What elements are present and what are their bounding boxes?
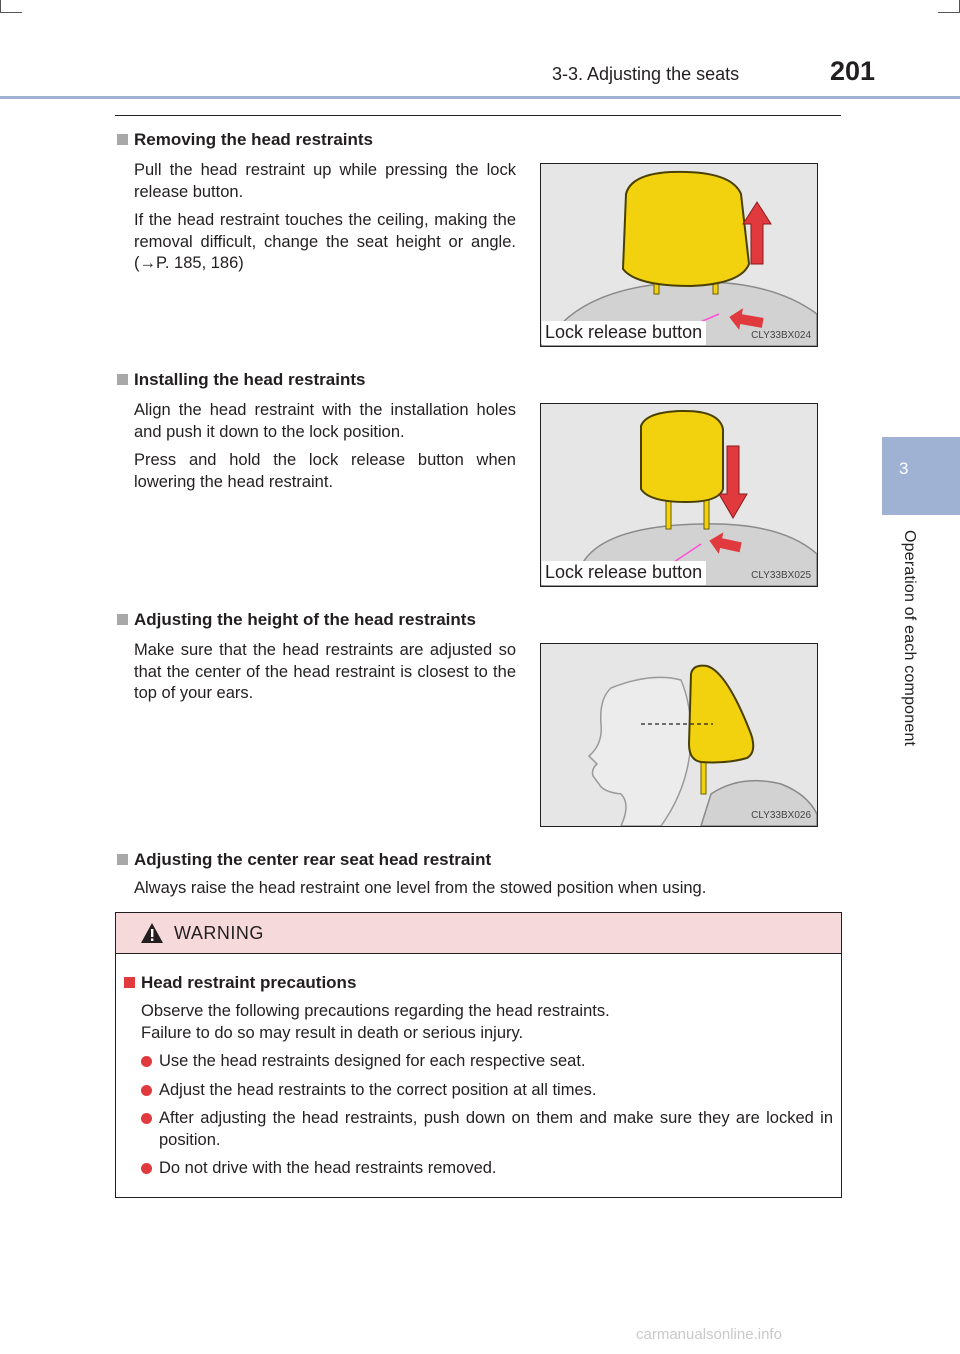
head-restraint-up-illustration — [541, 164, 817, 346]
list-item: Do not drive with the head restraints removed. — [141, 1158, 833, 1180]
warning-intro-line: Failure to do so may result in death or serious injury. — [141, 1023, 524, 1042]
square-bullet-icon — [117, 614, 128, 625]
bullet-dot-icon — [141, 1056, 152, 1067]
warning-triangle-icon — [140, 922, 164, 944]
figure-head-restraint-height — [540, 643, 818, 827]
watermark: carmanualsonline.info — [636, 1326, 782, 1343]
warning-box — [115, 912, 842, 1198]
paragraph: If the head restraint touches the ceiling, making the removal difficult, change the seat height or angle. (→P. 185, 186) — [134, 211, 516, 272]
paragraph: Make sure that the head restraints are adjusted so that the center of the head restraint is closest to the top of your ears. — [134, 641, 516, 702]
square-bullet-icon — [117, 854, 128, 865]
section-heading-installing: Installing the head restraints — [117, 370, 365, 390]
warning-subheading: Head restraint precautions — [124, 973, 356, 993]
figure-removing-head-restraint — [540, 163, 818, 347]
page-number: 201 — [830, 56, 876, 86]
section-body-removing — [134, 160, 516, 282]
warning-intro-line: Observe the following precautions regarding the head restraints. — [141, 1002, 610, 1020]
warning-title: WARNING — [174, 923, 264, 943]
list-item: After adjusting the head restraints, push down on them and make sure they are locked in position. — [141, 1108, 833, 1151]
chapter-number: 3 — [899, 459, 909, 478]
section-title: 3-3. Adjusting the seats — [552, 64, 740, 84]
figure-code: CLY33BX025 — [751, 570, 811, 581]
square-bullet-icon — [124, 977, 135, 988]
section-body-center-rear — [134, 878, 834, 907]
content-rule — [115, 115, 841, 116]
section-heading-center-rear: Adjusting the center rear seat head restraint — [117, 850, 491, 870]
warning-header — [116, 913, 841, 954]
list-item: Adjust the head restraints to the correct position at all times. — [141, 1080, 833, 1102]
crop-mark — [0, 0, 1, 12]
bullet-dot-icon — [141, 1163, 152, 1174]
bullet-dot-icon — [141, 1085, 152, 1096]
warning-bullet-list — [141, 1051, 833, 1187]
header-rule — [0, 96, 960, 99]
paragraph: Always raise the head restraint one level from the stowed position when using. — [134, 879, 707, 897]
figure-label-lock-release: Lock release button — [542, 321, 706, 345]
figure-label-lock-release: Lock release button — [542, 561, 706, 585]
square-bullet-icon — [117, 134, 128, 145]
head-restraint-down-illustration — [541, 404, 817, 586]
square-bullet-icon — [117, 374, 128, 385]
section-heading-removing: Removing the head restraints — [117, 130, 373, 150]
figure-installing-head-restraint — [540, 403, 818, 587]
chapter-tab[interactable] — [882, 437, 960, 515]
figure-code: CLY33BX024 — [751, 330, 811, 341]
crop-mark — [0, 12, 22, 13]
warning-intro — [141, 1001, 833, 1044]
list-item: Use the head restraints designed for each respective seat. — [141, 1051, 833, 1073]
section-heading-height: Adjusting the height of the head restraints — [117, 610, 476, 630]
paragraph: Pull the head restraint up while pressing the lock release button. — [134, 161, 516, 201]
paragraph: Align the head restraint with the installation holes and push it down to the lock position. — [134, 401, 516, 441]
paragraph: Press and hold the lock release button when lowering the head restraint. — [134, 451, 516, 491]
section-body-height — [134, 640, 516, 712]
figure-code: CLY33BX026 — [751, 810, 811, 821]
crop-mark — [938, 12, 960, 13]
section-body-installing — [134, 400, 516, 500]
chapter-title: Operation of each component — [901, 530, 918, 747]
bullet-dot-icon — [141, 1113, 152, 1124]
head-profile-illustration — [541, 644, 817, 826]
